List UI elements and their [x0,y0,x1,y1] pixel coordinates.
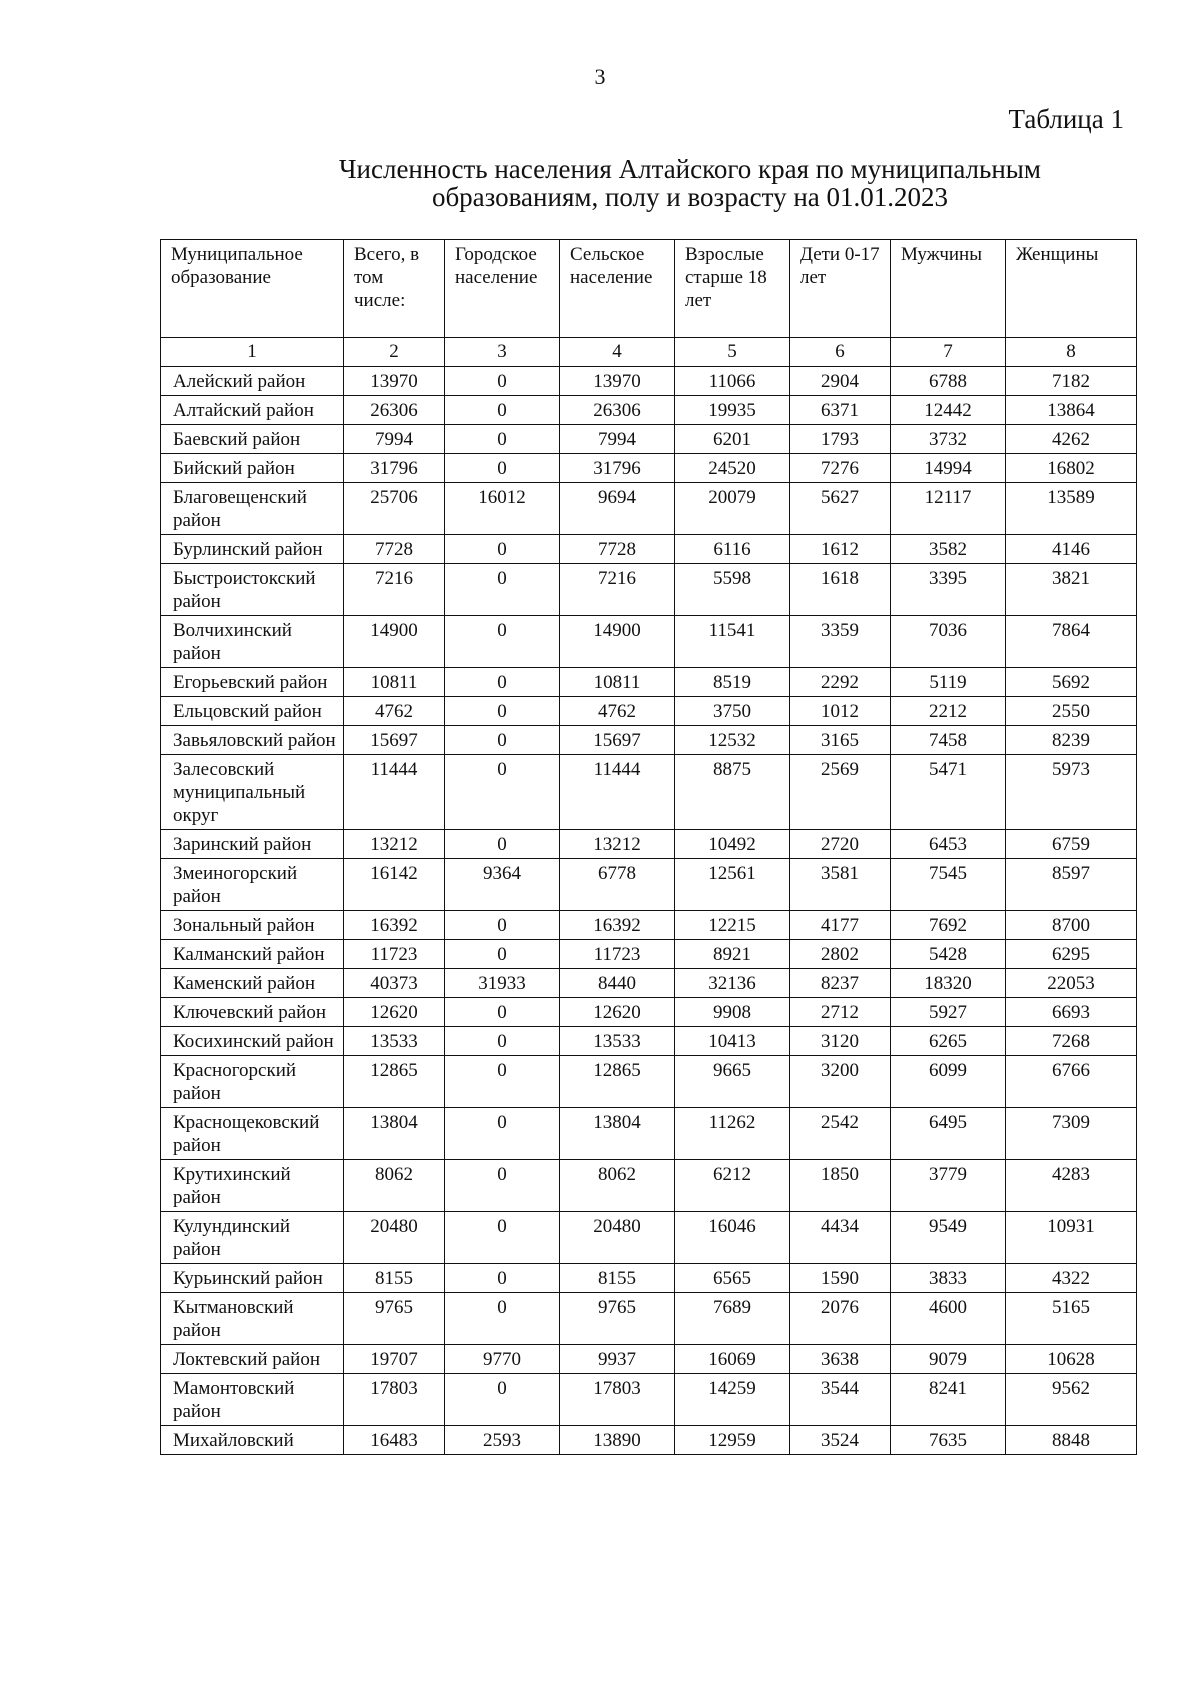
municipality-name-cell: Алейский район [161,367,344,396]
value-cell: 2076 [790,1293,891,1345]
table-row [161,830,1137,859]
value-cell: 6565 [675,1264,790,1293]
value-cell: 12442 [891,396,1006,425]
value-cell: 31796 [344,454,445,483]
value-cell: 1012 [790,697,891,726]
municipality-name-cell: Курьинский район [161,1264,344,1293]
column-number: 5 [675,338,790,367]
column-number: 8 [1006,338,1137,367]
value-cell: 12117 [891,483,1006,535]
header-adults: Взрослые старше 18 лет [675,240,790,338]
document-title [300,155,1080,211]
municipality-name-cell: Волчихинский район [161,616,344,668]
value-cell: 9079 [891,1345,1006,1374]
value-cell: 2292 [790,668,891,697]
value-cell: 10628 [1006,1345,1137,1374]
value-cell: 9765 [560,1293,675,1345]
value-cell: 7864 [1006,616,1137,668]
column-number-row [161,338,1137,367]
value-cell: 6116 [675,535,790,564]
value-cell: 6766 [1006,1056,1137,1108]
value-cell: 11723 [344,940,445,969]
municipality-name-cell: Егорьевский район [161,668,344,697]
value-cell: 0 [445,940,560,969]
value-cell: 2593 [445,1426,560,1455]
value-cell: 8155 [560,1264,675,1293]
value-cell: 3750 [675,697,790,726]
value-cell: 7276 [790,454,891,483]
value-cell: 0 [445,755,560,830]
value-cell: 2712 [790,998,891,1027]
column-number: 1 [161,338,344,367]
municipality-name-cell: Залесовский муниципальный округ [161,755,344,830]
value-cell: 14900 [560,616,675,668]
value-cell: 8700 [1006,911,1137,940]
municipality-name-cell: Змеиногорский район [161,859,344,911]
value-cell: 12620 [560,998,675,1027]
value-cell: 0 [445,564,560,616]
header-women: Женщины [1006,240,1137,338]
value-cell: 6099 [891,1056,1006,1108]
value-cell: 8062 [344,1160,445,1212]
value-cell: 13890 [560,1426,675,1455]
value-cell: 8241 [891,1374,1006,1426]
header-men: Мужчины [891,240,1006,338]
header-municipality: Муниципальное образование [161,240,344,338]
value-cell: 12865 [344,1056,445,1108]
value-cell: 11541 [675,616,790,668]
value-cell: 2212 [891,697,1006,726]
value-cell: 5927 [891,998,1006,1027]
value-cell: 17803 [560,1374,675,1426]
value-cell: 1590 [790,1264,891,1293]
value-cell: 14900 [344,616,445,668]
table-row [161,1264,1137,1293]
municipality-name-cell: Косихинский район [161,1027,344,1056]
value-cell: 20480 [560,1212,675,1264]
value-cell: 14994 [891,454,1006,483]
value-cell: 7692 [891,911,1006,940]
value-cell: 3165 [790,726,891,755]
table-row [161,1108,1137,1160]
header-row [161,240,1137,338]
value-cell: 13970 [560,367,675,396]
value-cell: 13804 [560,1108,675,1160]
value-cell: 3638 [790,1345,891,1374]
value-cell: 9562 [1006,1374,1137,1426]
value-cell: 2802 [790,940,891,969]
value-cell: 7994 [344,425,445,454]
table-row [161,1293,1137,1345]
municipality-name-cell: Михайловский [161,1426,344,1455]
value-cell: 11262 [675,1108,790,1160]
column-number: 6 [790,338,891,367]
value-cell: 1793 [790,425,891,454]
value-cell: 7728 [344,535,445,564]
value-cell: 16392 [344,911,445,940]
value-cell: 10413 [675,1027,790,1056]
value-cell: 6495 [891,1108,1006,1160]
value-cell: 0 [445,1374,560,1426]
value-cell: 0 [445,616,560,668]
value-cell: 26306 [344,396,445,425]
value-cell: 0 [445,1056,560,1108]
value-cell: 13864 [1006,396,1137,425]
table-row [161,1056,1137,1108]
value-cell: 7728 [560,535,675,564]
value-cell: 0 [445,367,560,396]
value-cell: 0 [445,911,560,940]
municipality-name-cell: Бийский район [161,454,344,483]
value-cell: 2720 [790,830,891,859]
value-cell: 4600 [891,1293,1006,1345]
value-cell: 6295 [1006,940,1137,969]
value-cell: 3544 [790,1374,891,1426]
table-row [161,969,1137,998]
table-row [161,998,1137,1027]
table-row [161,859,1137,911]
value-cell: 15697 [344,726,445,755]
municipality-name-cell: Краснощековский район [161,1108,344,1160]
table-row [161,1374,1137,1426]
value-cell: 3581 [790,859,891,911]
value-cell: 7635 [891,1426,1006,1455]
municipality-name-cell: Крутихинский район [161,1160,344,1212]
value-cell: 3833 [891,1264,1006,1293]
municipality-name-cell: Мамонтовский район [161,1374,344,1426]
value-cell: 4762 [560,697,675,726]
column-number: 7 [891,338,1006,367]
value-cell: 6693 [1006,998,1137,1027]
value-cell: 31933 [445,969,560,998]
value-cell: 10811 [560,668,675,697]
value-cell: 16012 [445,483,560,535]
municipality-name-cell: Алтайский район [161,396,344,425]
table-row [161,726,1137,755]
value-cell: 20480 [344,1212,445,1264]
value-cell: 7994 [560,425,675,454]
page-number: 3 [594,64,606,89]
value-cell: 4262 [1006,425,1137,454]
value-cell: 12959 [675,1426,790,1455]
column-number: 4 [560,338,675,367]
value-cell: 8597 [1006,859,1137,911]
value-cell: 16069 [675,1345,790,1374]
value-cell: 0 [445,1108,560,1160]
value-cell: 0 [445,697,560,726]
value-cell: 8921 [675,940,790,969]
value-cell: 12532 [675,726,790,755]
value-cell: 0 [445,668,560,697]
value-cell: 13212 [560,830,675,859]
table-row [161,1160,1137,1212]
value-cell: 2542 [790,1108,891,1160]
value-cell: 7182 [1006,367,1137,396]
municipality-name-cell: Каменский район [161,969,344,998]
value-cell: 0 [445,1160,560,1212]
value-cell: 5165 [1006,1293,1137,1345]
value-cell: 0 [445,1264,560,1293]
value-cell: 2904 [790,367,891,396]
value-cell: 8237 [790,969,891,998]
value-cell: 1618 [790,564,891,616]
value-cell: 9908 [675,998,790,1027]
value-cell: 1850 [790,1160,891,1212]
value-cell: 22053 [1006,969,1137,998]
value-cell: 13533 [344,1027,445,1056]
table-row [161,564,1137,616]
value-cell: 4146 [1006,535,1137,564]
municipality-name-cell: Бурлинский район [161,535,344,564]
value-cell: 0 [445,396,560,425]
value-cell: 15697 [560,726,675,755]
value-cell: 3821 [1006,564,1137,616]
value-cell: 0 [445,1027,560,1056]
municipality-name-cell: Кулундинский район [161,1212,344,1264]
value-cell: 3359 [790,616,891,668]
value-cell: 32136 [675,969,790,998]
value-cell: 4322 [1006,1264,1137,1293]
value-cell: 13589 [1006,483,1137,535]
table-row [161,367,1137,396]
value-cell: 3582 [891,535,1006,564]
value-cell: 26306 [560,396,675,425]
value-cell: 4283 [1006,1160,1137,1212]
value-cell: 1612 [790,535,891,564]
municipality-name-cell: Заринский район [161,830,344,859]
column-number: 2 [344,338,445,367]
value-cell: 5627 [790,483,891,535]
table-row [161,755,1137,830]
column-number: 3 [445,338,560,367]
value-cell: 8875 [675,755,790,830]
value-cell: 0 [445,830,560,859]
value-cell: 11444 [560,755,675,830]
value-cell: 16142 [344,859,445,911]
value-cell: 18320 [891,969,1006,998]
value-cell: 16046 [675,1212,790,1264]
table-row [161,668,1137,697]
value-cell: 8155 [344,1264,445,1293]
value-cell: 11723 [560,940,675,969]
table-row [161,396,1137,425]
value-cell: 6265 [891,1027,1006,1056]
value-cell: 0 [445,998,560,1027]
value-cell: 10931 [1006,1212,1137,1264]
value-cell: 40373 [344,969,445,998]
municipality-name-cell: Ключевский район [161,998,344,1027]
municipality-name-cell: Быстроистокский район [161,564,344,616]
table-row [161,454,1137,483]
value-cell: 5973 [1006,755,1137,830]
value-cell: 13212 [344,830,445,859]
value-cell: 11066 [675,367,790,396]
value-cell: 7689 [675,1293,790,1345]
table-label: Таблица 1 [1008,104,1124,134]
value-cell: 4762 [344,697,445,726]
value-cell: 6778 [560,859,675,911]
table-row [161,697,1137,726]
value-cell: 2550 [1006,697,1137,726]
title-line-2: образованиям, полу и возрасту на 01.01.2023 [431,182,949,212]
title-line-1: Численность населения Алтайского края по муниципальным [338,154,1041,184]
table-body [161,367,1137,1455]
value-cell: 7036 [891,616,1006,668]
value-cell: 3120 [790,1027,891,1056]
value-cell: 5598 [675,564,790,616]
value-cell: 6212 [675,1160,790,1212]
value-cell: 8062 [560,1160,675,1212]
value-cell: 31796 [560,454,675,483]
value-cell: 7309 [1006,1108,1137,1160]
value-cell: 12561 [675,859,790,911]
value-cell: 5428 [891,940,1006,969]
value-cell: 4434 [790,1212,891,1264]
value-cell: 13804 [344,1108,445,1160]
table-row [161,1212,1137,1264]
value-cell: 9937 [560,1345,675,1374]
table-row [161,1027,1137,1056]
header-total: Всего, в том числе: [344,240,445,338]
municipality-name-cell: Завьяловский район [161,726,344,755]
value-cell: 4177 [790,911,891,940]
value-cell: 14259 [675,1374,790,1426]
value-cell: 10811 [344,668,445,697]
municipality-name-cell: Локтевский район [161,1345,344,1374]
value-cell: 25706 [344,483,445,535]
value-cell: 12620 [344,998,445,1027]
value-cell: 0 [445,425,560,454]
value-cell: 13970 [344,367,445,396]
value-cell: 7216 [560,564,675,616]
value-cell: 3779 [891,1160,1006,1212]
municipality-name-cell: Калманский район [161,940,344,969]
value-cell: 3395 [891,564,1006,616]
table-row [161,425,1137,454]
municipality-name-cell: Зональный район [161,911,344,940]
value-cell: 8440 [560,969,675,998]
municipality-name-cell: Благовещенский район [161,483,344,535]
value-cell: 2569 [790,755,891,830]
value-cell: 8519 [675,668,790,697]
value-cell: 8848 [1006,1426,1137,1455]
value-cell: 5471 [891,755,1006,830]
value-cell: 9770 [445,1345,560,1374]
table-row [161,616,1137,668]
value-cell: 7216 [344,564,445,616]
value-cell: 0 [445,1212,560,1264]
value-cell: 19935 [675,396,790,425]
value-cell: 10492 [675,830,790,859]
table-row [161,1426,1137,1455]
header-rural: Сельское население [560,240,675,338]
table-row [161,535,1137,564]
table-row [161,940,1137,969]
value-cell: 7545 [891,859,1006,911]
value-cell: 9549 [891,1212,1006,1264]
value-cell: 0 [445,535,560,564]
value-cell: 7458 [891,726,1006,755]
value-cell: 16802 [1006,454,1137,483]
value-cell: 6371 [790,396,891,425]
value-cell: 17803 [344,1374,445,1426]
value-cell: 0 [445,726,560,755]
value-cell: 3524 [790,1426,891,1455]
value-cell: 20079 [675,483,790,535]
value-cell: 0 [445,454,560,483]
value-cell: 5692 [1006,668,1137,697]
header-children: Дети 0-17 лет [790,240,891,338]
value-cell: 11444 [344,755,445,830]
value-cell: 9364 [445,859,560,911]
value-cell: 6201 [675,425,790,454]
table-row [161,483,1137,535]
value-cell: 12215 [675,911,790,940]
population-table [160,239,1137,1455]
municipality-name-cell: Кытмановский район [161,1293,344,1345]
value-cell: 19707 [344,1345,445,1374]
value-cell: 16392 [560,911,675,940]
value-cell: 3732 [891,425,1006,454]
value-cell: 8239 [1006,726,1137,755]
value-cell: 5119 [891,668,1006,697]
value-cell: 7268 [1006,1027,1137,1056]
table-row [161,911,1137,940]
value-cell: 6453 [891,830,1006,859]
table-row [161,1345,1137,1374]
value-cell: 9765 [344,1293,445,1345]
value-cell: 9665 [675,1056,790,1108]
value-cell: 6759 [1006,830,1137,859]
value-cell: 24520 [675,454,790,483]
value-cell: 16483 [344,1426,445,1455]
municipality-name-cell: Ельцовский район [161,697,344,726]
value-cell: 3200 [790,1056,891,1108]
value-cell: 6788 [891,367,1006,396]
value-cell: 9694 [560,483,675,535]
value-cell: 0 [445,1293,560,1345]
municipality-name-cell: Красногорский район [161,1056,344,1108]
header-urban: Городское население [445,240,560,338]
municipality-name-cell: Баевский район [161,425,344,454]
value-cell: 13533 [560,1027,675,1056]
value-cell: 12865 [560,1056,675,1108]
